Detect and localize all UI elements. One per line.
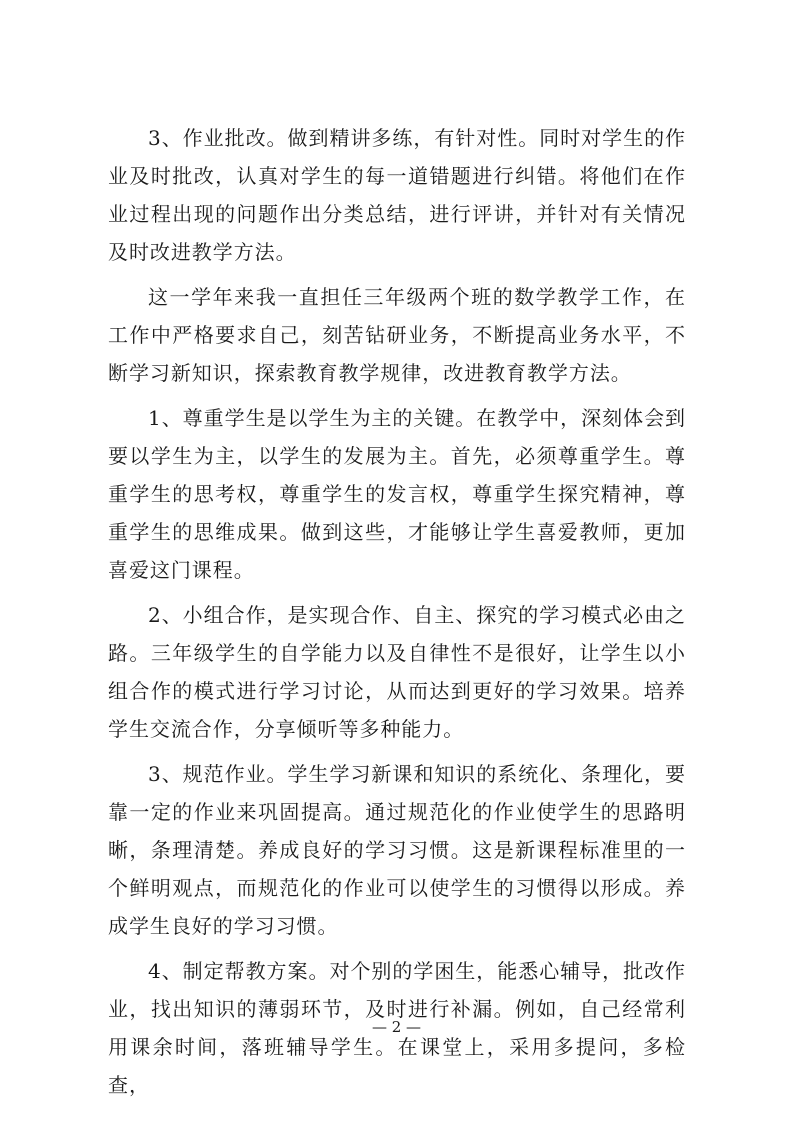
paragraph-group-cooperation: 2、小组合作，是实现合作、自主、探究的学习模式必由之路。三年级学生的自学能力以及自律性不是很好，让学生以小组合作的模式进行学习讨论，从而达到更好的学习效果。培养学生交流合作，分享倾听等多种能力。 [108, 603, 686, 741]
paragraph-homework-correction: 3、作业批改。做到精讲多练，有针对性。同时对学生的作业及时批改，认真对学生的每一道错题进行纠错。将他们在作业过程出现的问题作出分类总结，进行评讲，并针对有关情况及时改进教学方法。 [108, 126, 686, 264]
document-body [108, 119, 686, 1111]
page-number: — 2 — [371, 1018, 422, 1036]
paragraph-standardize-homework: 3、规范作业。学生学习新课和知识的系统化、条理化，要靠一定的作业来巩固提高。通过规范化的作业使学生的思路明晰，条理清楚。养成良好的学习习惯。这是新课程标准里的一个鲜明观点，而规范化的作业可以使学生的习惯得以形成。养成学生良好的学习习惯。 [108, 762, 686, 938]
paragraph-respect-students: 1、尊重学生是以学生为主的关键。在教学中，深刻体会到要以学生为主，以学生的发展为主。首先，必须尊重学生。尊重学生的思考权，尊重学生的发言权，尊重学生探究精神，尊重学生的思维成果。做到这些，才能够让学生喜爱教师，更加喜爱这门课程。 [108, 406, 686, 582]
paragraph-teaching-summary: 这一学年来我一直担任三年级两个班的数学教学工作，在工作中严格要求自己，刻苦钻研业务，不断提高业务水平，不断学习新知识，探索教育教学规律，改进教育教学方法。 [108, 285, 686, 385]
paragraph-tutoring-plan: 4、制定帮教方案。对个别的学困生，能悉心辅导，批改作业，找出知识的薄弱环节，及时进行补漏。例如，自己经常利用课余时间，落班辅导学生。在课堂上，采用多提问，多检查， [108, 959, 686, 1097]
